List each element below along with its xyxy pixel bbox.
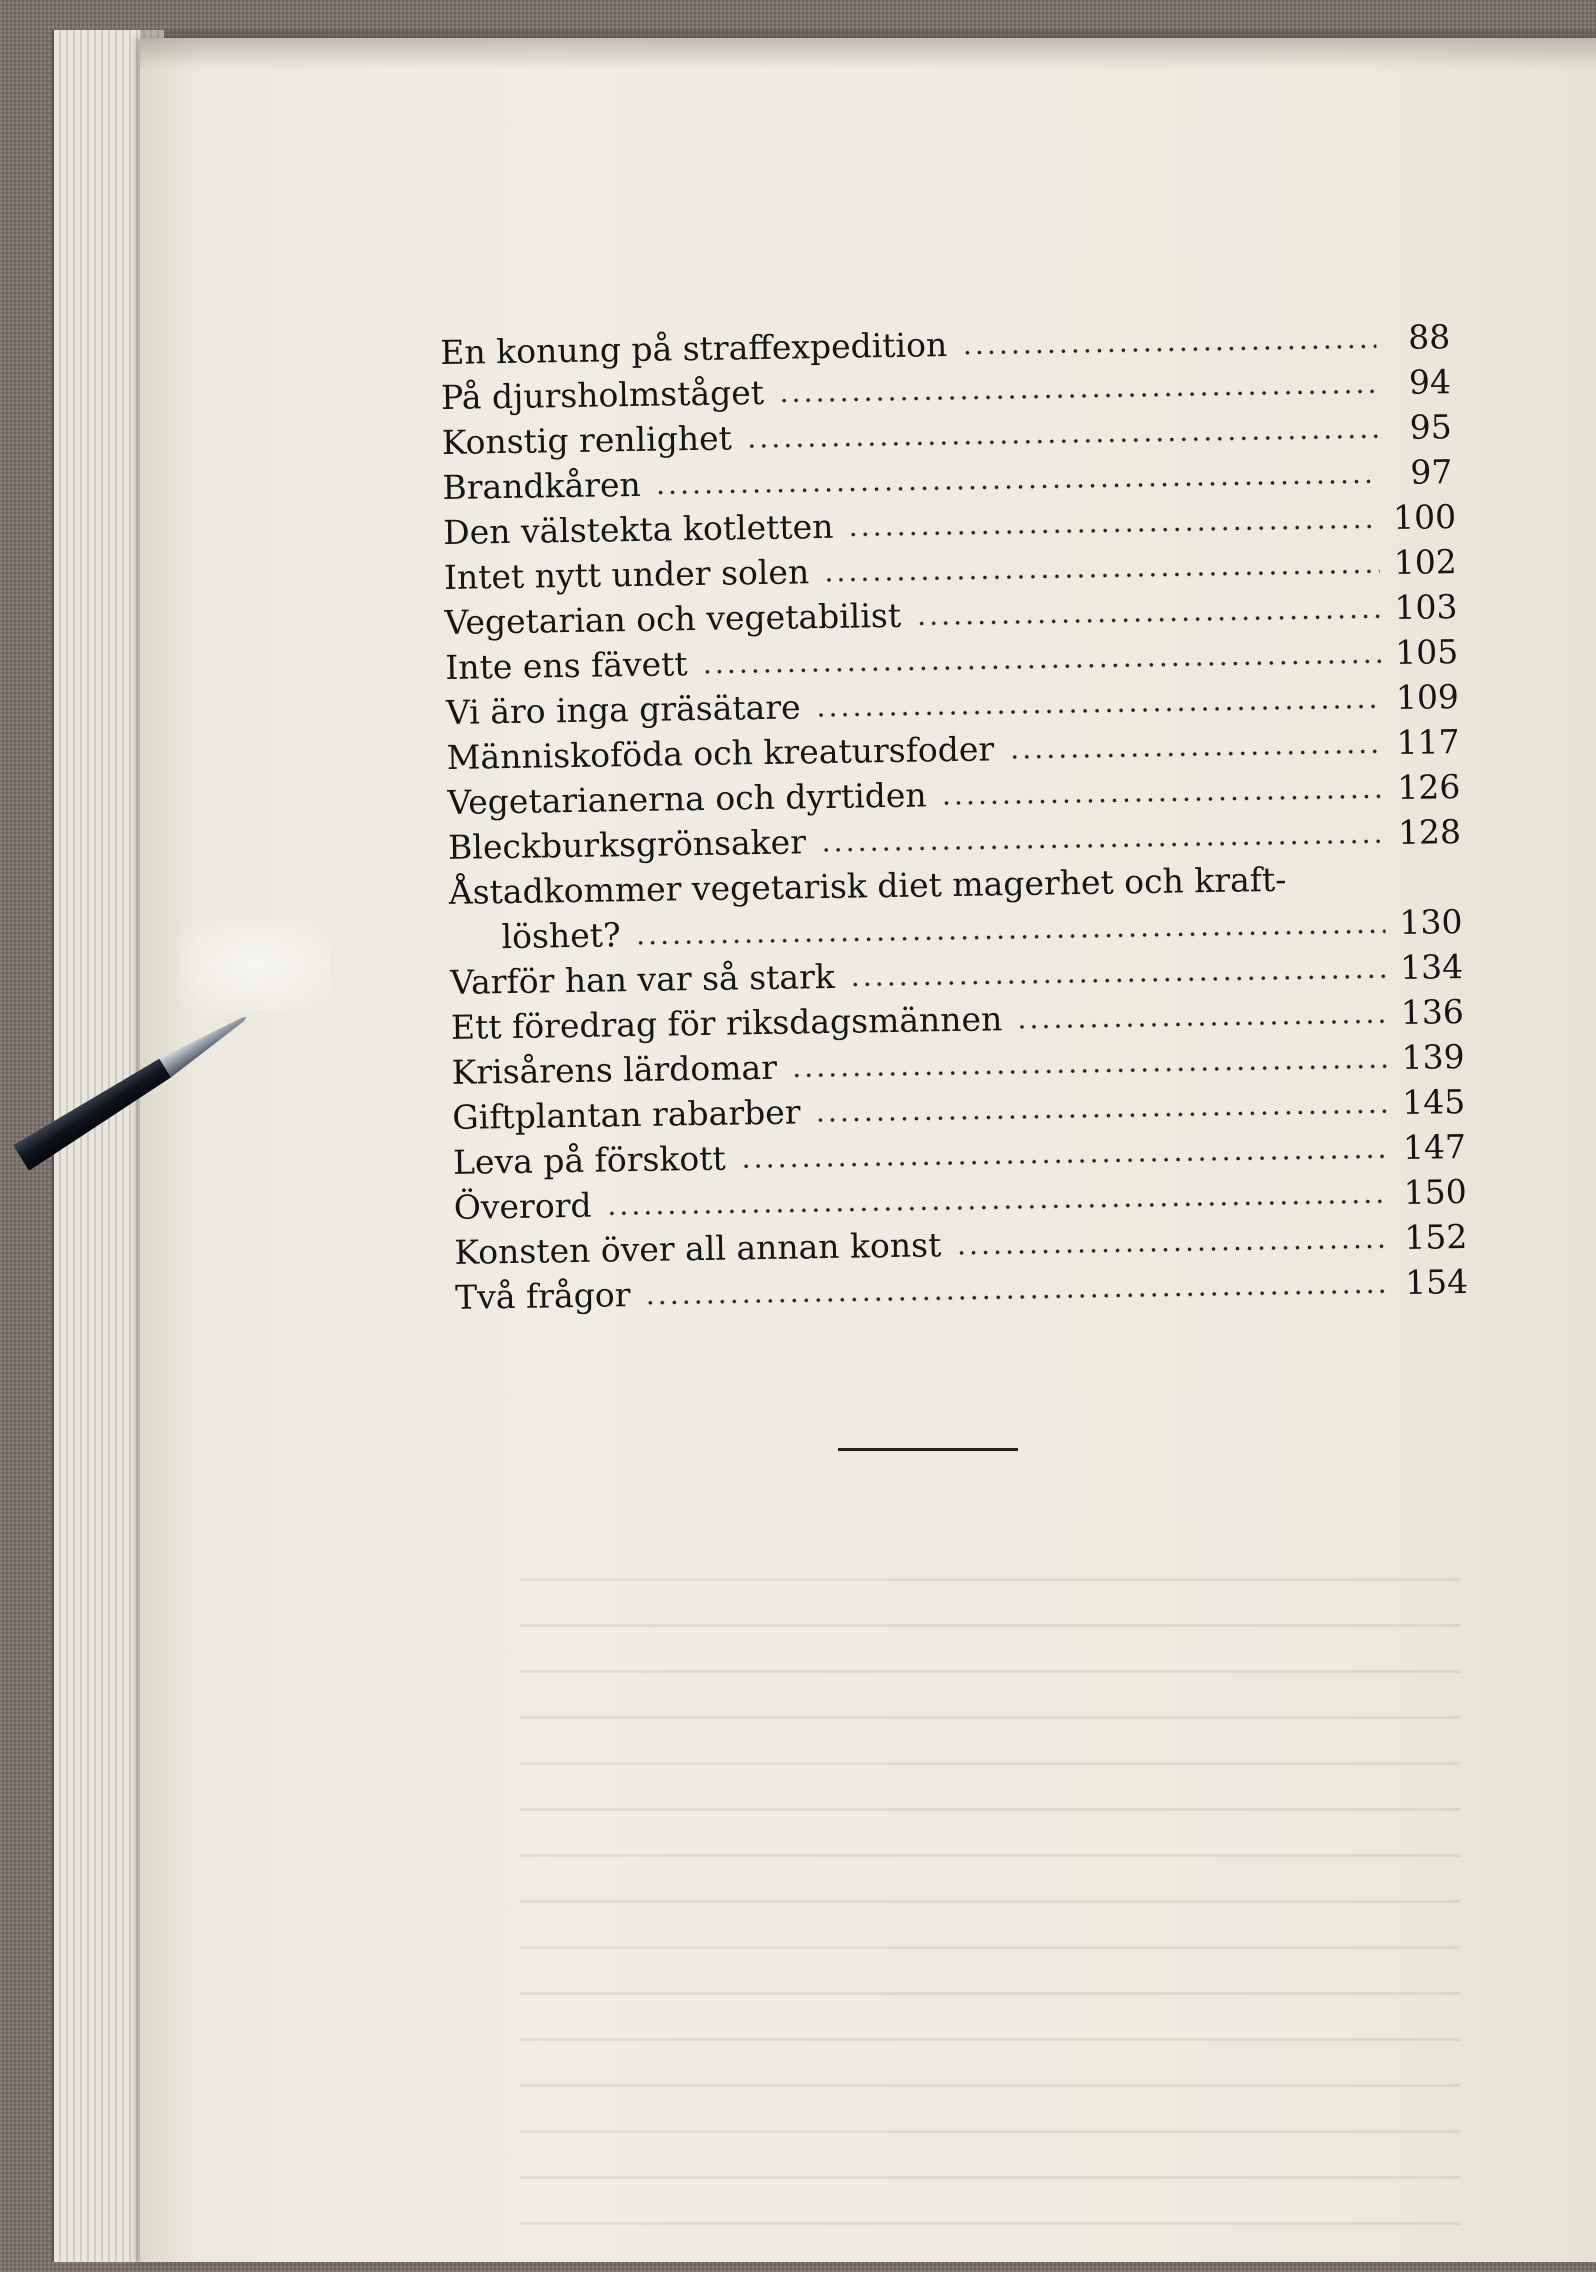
toc-entry-page: 94 <box>1408 362 1452 402</box>
dot-leader <box>746 434 1378 448</box>
dot-leader <box>955 1244 1390 1255</box>
dot-leader <box>1016 1019 1387 1029</box>
dot-leader <box>849 974 1386 986</box>
toc-entry-page: 154 <box>1404 1261 1469 1302</box>
page-top-shadow <box>140 30 1596 70</box>
dot-leader <box>847 524 1379 536</box>
toc-entry-title: Två frågor <box>454 1275 631 1317</box>
dot-leader <box>815 1109 1389 1122</box>
dot-leader <box>961 344 1376 355</box>
toc-entry-page: 117 <box>1396 722 1460 763</box>
dot-leader <box>635 929 1386 945</box>
toc-entry-title: Den välstekta kotletten <box>442 506 834 552</box>
toc-entry-title: Vi äro inga gräsätare <box>445 687 801 732</box>
dot-leader <box>645 1289 1392 1305</box>
dot-leader <box>815 704 1382 717</box>
toc-entry-title: Bleckburksgrönsaker <box>447 822 807 867</box>
dot-leader <box>915 614 1380 625</box>
toc-entry-page: 95 <box>1409 407 1452 447</box>
toc-entry-title: Vegetarian och vegetabilist <box>444 595 902 642</box>
light-glare <box>180 920 330 1010</box>
toc-entry-title: Brandkåren <box>442 464 642 507</box>
table-of-contents <box>440 314 1469 1320</box>
dot-leader <box>655 479 1379 494</box>
dot-leader <box>1008 749 1383 759</box>
toc-entry-page: 147 <box>1402 1126 1467 1167</box>
toc-entry-page: 100 <box>1392 497 1457 538</box>
toc-entry-title-line2: löshet? <box>501 915 621 957</box>
toc-entry-page: 128 <box>1397 812 1462 853</box>
toc-entry-title: Vegetarianerna och dyrtiden <box>447 775 927 822</box>
toc-entry-page: 134 <box>1399 947 1464 987</box>
toc-entry-title: Krisårens lärdomar <box>451 1047 778 1092</box>
dot-leader <box>702 659 1382 674</box>
toc-entry-page: 88 <box>1407 317 1451 357</box>
toc-entry-page: 145 <box>1401 1081 1466 1122</box>
toc-entry-title: Leva på förskott <box>452 1138 727 1182</box>
show-through-text <box>520 1540 1460 2272</box>
dot-leader <box>778 389 1377 402</box>
toc-entry-page: 139 <box>1401 1036 1465 1077</box>
toc-entry-page: 97 <box>1410 452 1453 492</box>
section-divider <box>838 1448 1018 1451</box>
toc-entry-title: Giftplantan rabarber <box>452 1092 801 1137</box>
toc-entry-title: Konsten över all annan konst <box>454 1225 942 1272</box>
toc-entry-page: 109 <box>1395 677 1460 718</box>
dot-leader <box>941 794 1384 805</box>
toc-entry-page: 150 <box>1403 1171 1467 1212</box>
toc-entry-title: Människoföda och kreatursfoder <box>446 729 995 777</box>
toc-entry-page: 130 <box>1399 902 1463 943</box>
dot-leader <box>823 569 1380 582</box>
toc-entry-title: Intet nytt under solen <box>443 552 810 597</box>
toc-entry-page: 105 <box>1394 632 1459 673</box>
toc-entry-title: Inte ens fävett <box>444 644 688 687</box>
toc-entry-title-line1: Åstadkommer vegetarisk diet magerhet och kraft- <box>448 859 1287 912</box>
dot-leader <box>791 1064 1388 1077</box>
toc-entry-title: En konung på straffexpedition <box>440 325 948 372</box>
toc-entry-page: 103 <box>1394 587 1458 628</box>
dot-leader <box>820 839 1384 852</box>
toc-entry-page: 102 <box>1393 542 1458 583</box>
toc-entry-title: Överord <box>453 1185 592 1227</box>
toc-entry-title: Konstig renlighet <box>441 418 733 462</box>
toc-entry-page: 136 <box>1400 992 1465 1032</box>
toc-entry-title: På djursholmståget <box>440 372 765 417</box>
dot-leader <box>740 1154 1389 1168</box>
toc-entry-page: 126 <box>1396 767 1461 808</box>
toc-entry-title: Varför han var så stark <box>449 956 836 1002</box>
toc-entry-title: Ett föredrag för riksdagsmännen <box>450 999 1003 1047</box>
dot-leader <box>606 1199 1390 1215</box>
toc-entry-page: 152 <box>1404 1216 1468 1257</box>
